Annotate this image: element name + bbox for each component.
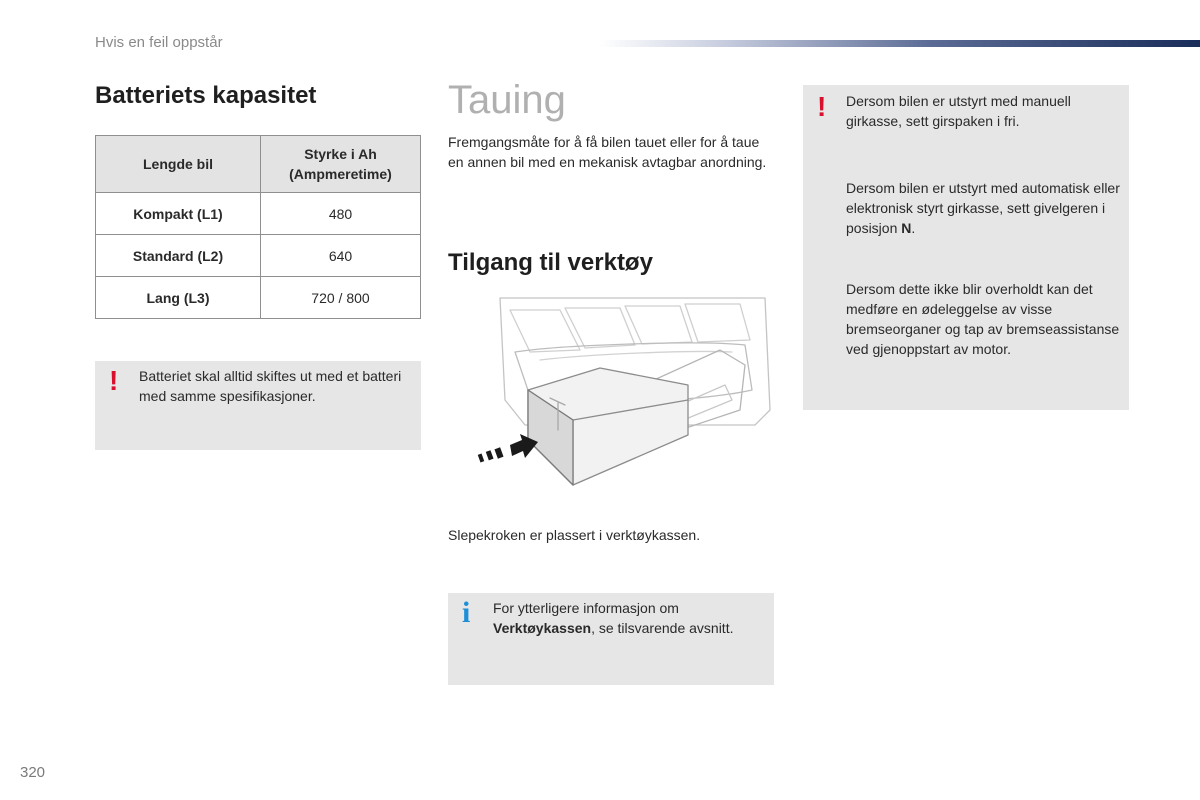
gearbox-warning-manual: Dersom bilen er utstyrt med manuell girkasse, sett girspaken i fri. [846,93,1071,129]
gearbox-warning-box [803,85,1129,410]
gearbox-warning-automatic [846,178,1121,238]
table-row-value: 480 [261,193,421,235]
table-header-capacity-line1: Styrke i Ah [304,146,377,162]
battery-warning-box [95,361,421,450]
info-text [493,598,768,638]
info-text-suffix: , se tilsvarende avsnitt. [591,620,734,636]
toolbox-under-seat-illustration [470,290,780,490]
tools-access-title: Tilgang til verktøy [448,249,653,276]
header-gradient-bar [600,40,1200,47]
table-row [96,277,421,319]
table-row-value: 720 / 800 [261,277,421,319]
battery-capacity-table [95,135,421,319]
table-row [96,235,421,277]
gearbox-warning-consequence: Dersom dette ikke blir overholdt kan det medføre en ødeleggelse av visse bremseorganer og tap av bremseassistanse ved gjenoppstart av motor. [846,281,1120,357]
table-header-vehicle-length: Lengde bil [96,136,261,193]
battery-capacity-title: Batteriets kapasitet [95,82,317,109]
table-header-row [96,136,421,193]
table-row [96,193,421,235]
table-header-capacity [261,136,421,193]
table-row-value: 640 [261,235,421,277]
gearbox-position-n: N [901,220,912,236]
page-number: 320 [20,764,46,781]
exclamation-warning-icon: ! [109,365,119,396]
table-row-label: Lang (L3) [96,277,261,319]
table-header-capacity-line2: (Ampmeretime) [289,166,392,182]
info-text-prefix: For ytterligere informasjon om [493,600,679,616]
running-header: Hvis en feil oppstår [95,34,223,51]
table-row-label: Kompakt (L1) [96,193,261,235]
battery-warning-text: Batteriet skal alltid skiftes ut med et batteri med samme spesifikasjoner. [139,368,402,404]
info-icon: i [462,596,471,629]
towing-title: Tauing [448,78,566,122]
gearbox-warning-text [846,91,1121,359]
tow-hook-location-text: Slepekroken er plassert i verktøykassen. [448,527,701,543]
exclamation-warning-icon: ! [817,91,827,122]
gearbox-warning-automatic-prefix: Dersom bilen er utstyrt med automatisk eller elektronisk styrt girkasse, sett givelgeren i posisjon [846,180,1120,236]
towing-intro: Fremgangsmåte for å få bilen tauet eller for å taue en annen bil med en mekanisk avtagbar anordning. [448,134,767,170]
info-text-bold: Verktøykassen [493,620,592,636]
info-box [448,593,774,685]
gearbox-warning-automatic-suffix: . [911,220,916,236]
table-row-label: Standard (L2) [96,235,261,277]
